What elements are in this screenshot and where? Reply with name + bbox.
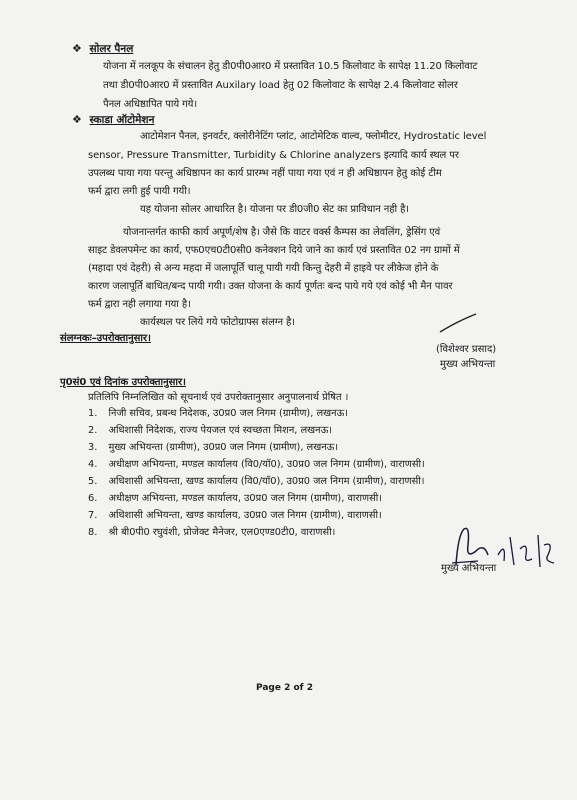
recipient-number: 2. (88, 425, 98, 436)
page-number: Page 2 of 2 (256, 683, 313, 693)
recipient-item (88, 423, 332, 436)
pending-line: (महादा एवं देहरी) से अन्य महदा में जलापूर्ति चालू पायी गयी किन्तु देहरी में हाइवे पर लीकेज होने के (88, 263, 439, 274)
recipient-item (88, 474, 424, 487)
diamond-bullet-icon: ❖ (72, 42, 82, 55)
recipient-item (88, 491, 382, 504)
recipient-text: निजी सचिव, प्रबन्ध निदेशक, उ0प्र0 जल निगम (ग्रामीण), लखनऊ। (108, 408, 348, 419)
scada-heading-text: स्काडा ऑटोमेशन (89, 114, 155, 126)
scada-line: sensor, Pressure Transmitter, Turbidity & Chlorine analyzers इत्यादि कार्य स्थल पर (88, 150, 459, 161)
recipient-text: अधिशासी अभियन्ता, खण्ड कार्यालय (वि0/यॉ0), उ0प्र0 जल निगम (ग्रामीण), वाराणसी। (108, 476, 425, 487)
recipient-number: 5. (88, 476, 98, 487)
scada-line: आटोमेशन पैनल, इनवर्टर, क्लोरीनेटिंग प्लांट, आटोमेटिक वाल्व, फ्लोमीटर, Hydrostatic level (140, 131, 487, 142)
pending-line: साइट डेवलपमेन्ट का कार्य, एफ0एच0टी0सी0 कनेक्शन दिये जाने का कार्य एवं प्रस्तावित 02 नग ग्रामों में (88, 245, 460, 256)
solar-line: पैनल अधिष्ठापित पाये गये। (103, 99, 198, 110)
signature2-title: मुख्य अभियन्ता (441, 563, 497, 574)
recipient-item (88, 440, 338, 453)
photos-note: कार्यस्थल पर लिये गये फोटोग्राफ्स संलग्न है। (140, 317, 295, 328)
signatory-title: मुख्य अभियन्ता (440, 359, 496, 370)
signatory-name: (विशेश्वर प्रसाद) (436, 344, 497, 355)
recipient-text: अधीक्षण अभियन्ता, मण्डल कार्यालय (वि0/यॉ0), उ0प्र0 जल निगम (ग्रामीण), वाराणसी। (108, 459, 425, 470)
recipient-text: श्री बी0पी0 रघुवंशी, प्रोजेक्ट मैनेजर, एल0एण्ड0टी0, वाराणसी। (108, 527, 336, 538)
scada-note: यह योजना सोलर आधारित है। योजना पर डी0जी0 सेट का प्राविधान नही है। (140, 204, 409, 215)
pending-line: फर्म द्वारा नही लगाया गया है। (88, 299, 191, 310)
solar-line: योजना में नलकूप के संचालन हेतु डी0पी0आर0 में प्रस्तावित 10.5 किलोवाट के सापेक्ष 11.20 किलोवाट (103, 61, 478, 72)
recipient-number: 6. (88, 493, 98, 504)
recipient-text: अधीक्षण अभियन्ता, मण्डल कार्यालय, उ0प्र0 जल निगम (ग्रामीण), वाराणसी। (108, 493, 382, 504)
scada-line: फर्म द्वारा लगी हुई पायी गयी। (88, 186, 191, 197)
recipient-number: 3. (88, 442, 98, 453)
recipient-item (88, 457, 425, 470)
recipient-number: 7. (88, 510, 98, 521)
enclosure-label: संलग्नकः–उपरोक्तानुसार। (60, 333, 151, 344)
pending-line: कारण जलापूर्ति बाधित/बन्द पायी गयी। उक्त योजना के कार्य पूर्णतः बन्द पाये गये एवं कोई भी मैन पावर (88, 281, 453, 292)
signature-mark (438, 312, 478, 336)
recipient-number: 8. (88, 527, 98, 538)
recipient-number: 1. (88, 408, 98, 419)
recipient-item (88, 508, 382, 521)
recipient-text: मुख्य अभियन्ता (ग्रामीण), उ0प्र0 जल निगम (ग्रामीण), लखनऊ। (108, 442, 339, 453)
copy-intro: प्रतिलिपि निम्नलिखित को सूचनार्थ एवं उपरोक्तानुसार अनुपालनार्थ प्रेषित । (88, 392, 349, 403)
solar-line: तथा डी0पी0आर0 में प्रस्तावित Auxilary load हेतु 02 किलोवाट के सापेक्ष 2.4 किलोवाट सोलर (103, 80, 458, 91)
pending-line: योजनान्तर्गत काफी कार्य अपूर्ण/शेष है। जैसे कि वाटर वर्क्स कैम्पस का लेवलिंग, ड्रेसिंग एवं (123, 227, 441, 238)
recipient-item (88, 406, 348, 419)
recipient-text: अधिशासी निदेशक, राज्य पेयजल एवं स्वच्छता मिशन, लखनऊ। (108, 425, 332, 436)
scada-heading (72, 113, 154, 127)
diamond-bullet-icon: ❖ (72, 113, 82, 126)
solar-heading-text: सोलर पैनल (89, 43, 134, 55)
recipient-text: अधिशासी अभियन्ता, खण्ड कार्यालय, उ0प्र0 जल निगम (ग्रामीण), वाराणसी। (108, 510, 382, 521)
recipient-number: 4. (88, 459, 98, 470)
copy-reference: पृ0सं0 एवं दिनांक उपरोक्तानुसार। (60, 377, 186, 388)
solar-heading (72, 42, 133, 56)
recipient-item (88, 525, 335, 538)
scada-line: उपलब्ध पाया गया परन्तु अधिष्ठापन का कार्य प्रारम्भ नहीं पाया गया एवं न ही अधिष्ठापन हेतु कोई टीम (88, 168, 442, 179)
